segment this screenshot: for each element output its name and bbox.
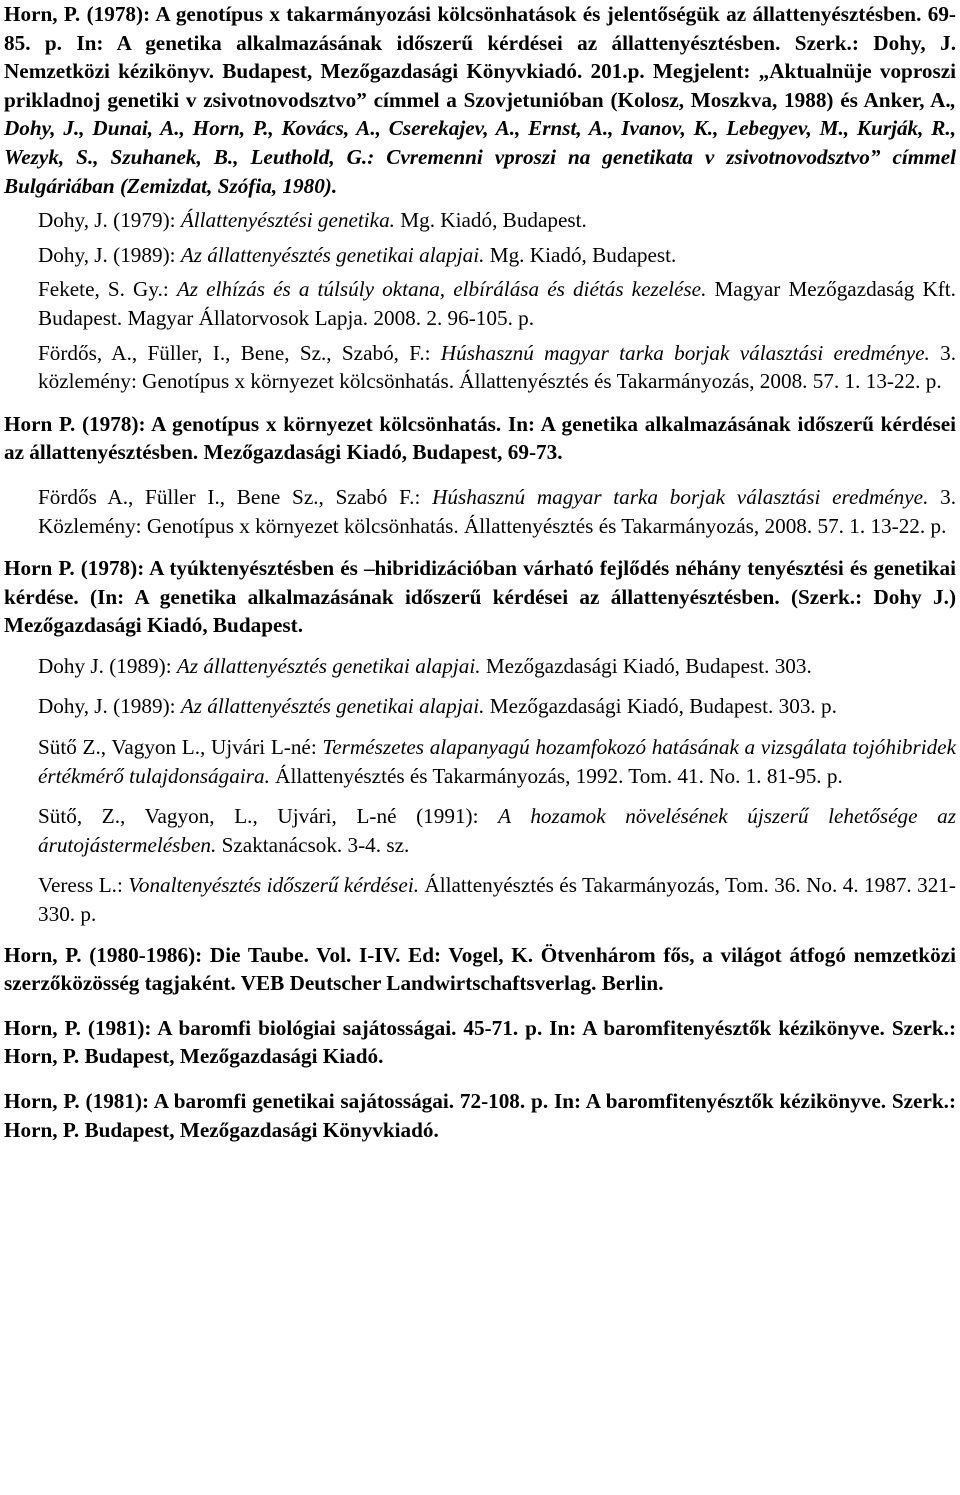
reference-entry: Dohy, J. (1979): Állattenyésztési genetika. Mg. Kiadó, Budapest. [38,208,587,233]
reference-entry: Horn, P. (1981): A baromfi biológiai sajátosságai. 45-71. p. In: A baromfitenyésztők kézikönyve. Szerk.: Horn, P. Budapest, Mezőgazdasági Kiadó. [4,1015,956,1069]
reference-text: Horn, P. (1978): A genotípus x takarmányozási kölcsönhatások és jelentőségük az állattenyésztésben. 69-85. p. In: A genetika alkalmazásának időszerű kérdései az állattenyésztésben. Szerk.: Dohy, J. Nemzetközi kézikönyv. Budapest, Mezőgazdasági Könyvkiadó. 201.p. Megjelent: „Aktualnüje voproszi prikladnoj genetiki v zsivotnovodsztvo” címmel a Szovjetunióban (Kolosz, Moszkva, 1988) és Anker, A. [4,2,956,112]
reference-entry: Dohy J. (1989): Az állattenyésztés genetikai alapjai. Mezőgazdasági Kiadó, Budapest. 303. [38,653,812,678]
reference-entry: Sütő Z., Vagyon L., Ujvári L-né: Természetes alapanyagú hozamfokozó hatásának a vizsgálata tojóhibridek értékmérő tulajdonságaira. Állattenyésztés és Takarmányozás, 1992. Tom. 41. No. 1. 81-95. p. [38,735,956,788]
reference-entry [4,0,956,200]
reference-text-italic: , Dohy, J., Dunai, A., Horn, P., Kovács, A., Cserekajev, A., Ernst, A., Ivanov, K., Lebegyev, M., Kurják, R., Wezyk, S., Szuhanek, B., Leuthold, G.: Cvremenni vproszi na genetikata v zsivotnovodsztvo” címmel Bulgáriában (Zemizdat, Szófia, 1980). [4,87,956,198]
reference-entry: Sütő, Z., Vagyon, L., Ujvári, L-né (1991): A hozamok növelésének újszerű lehetősége az árutojástermelésben. Szaktanácsok. 3-4. sz. [38,804,956,857]
reference-entry: Fekete, S. Gy.: Az elhízás és a túlsúly oktana, elbírálása és diétás kezelése. Magyar Mezőgazdaság Kft. Budapest. Magyar Állatorvosok Lapja. 2008. 2. 96-105. p. [38,277,956,330]
reference-entry: Horn P. (1978): A tyúktenyésztésben és –hibridizációban várható fejlődés néhány tenyésztési és genetikai kérdése. (In: A genetika alkalmazásának időszerű kérdései az állattenyésztésben. (Szerk.: Dohy J.) Mezőgazdasági Kiadó, Budapest. [4,556,956,638]
reference-entry: Horn, P. (1981): A baromfi genetikai sajátosságai. 72-108. p. In: A baromfitenyésztők kézikönyve. Szerk.: Horn, P. Budapest, Mezőgazdasági Könyvkiadó. [4,1089,956,1142]
reference-entry: Fördős A., Füller I., Bene Sz., Szabó F.: Húshasznú magyar tarka borjak választási eredménye. 3. Közlemény: Genotípus x környezet kölcsönhatás. Állattenyésztés és Takarmányozás, 2008. 57. 1. 13-22. p. [38,484,957,538]
reference-entry: Horn P. (1978): A genotípus x környezet kölcsönhatás. In: A genetika alkalmazásának időszerű kérdései az állattenyésztésben. Mezőgazdasági Kiadó, Budapest, 69-73. [4,411,956,465]
reference-entry: Veress L.: Vonaltenyésztés időszerű kérdései. Állattenyésztés és Takarmányozás, Tom. 36. No. 4. 1987. 321-330. p. [38,873,956,927]
reference-list [4,0,956,1144]
reference-entry: Dohy, J. (1989): Az állattenyésztés genetikai alapjai. Mezőgazdasági Kiadó, Budapest. 303. p. [38,694,837,719]
reference-entry: Dohy, J. (1989): Az állattenyésztés genetikai alapjai. Mg. Kiadó, Budapest. [38,242,677,267]
reference-entry: Horn, P. (1980-1986): Die Taube. Vol. I-IV. Ed: Vogel, K. Ötvenhárom fős, a világot átfogó nemzetközi szerzőközösség tagjaként. VEB Deutscher Landwirtschaftsverlag. Berlin. [4,942,956,996]
reference-entry: Fördős, A., Füller, I., Bene, Sz., Szabó, F.: Húshasznú magyar tarka borjak választási eredménye. 3. közlemény: Genotípus x környezet kölcsönhatás. Állattenyésztés és Takarmányozás, 2008. 57. 1. 13-22. p. [38,340,956,394]
